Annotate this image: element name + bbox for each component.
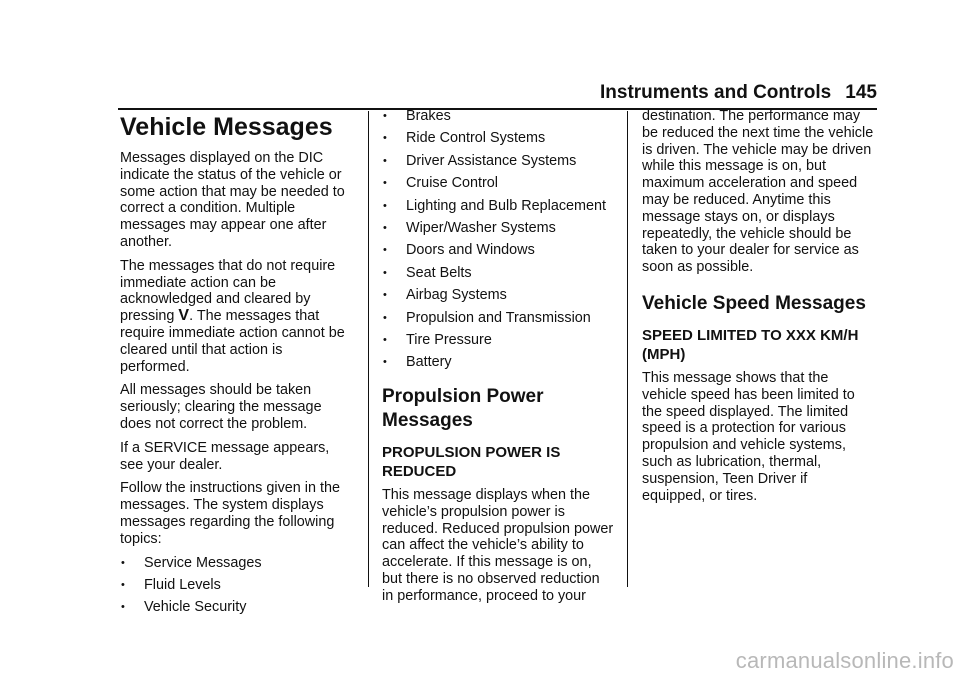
paragraph: If a SERVICE message appears, see your dealer. (120, 439, 330, 473)
paragraph: All messages should be taken seriously; clearing the message does not correct the problem. (120, 382, 322, 432)
section-title: Instruments and Controls (600, 82, 832, 103)
list-item: • Propulsion and Transmission (382, 310, 614, 327)
list-item: • Battery (382, 354, 614, 371)
list-item: • Cruise Control (382, 175, 614, 192)
paragraph (120, 258, 352, 376)
list-item: • Lighting and Bulb Replacement (382, 198, 614, 215)
paragraph: Follow the instructions given in the messages. The system displays messages regarding the following topics: (120, 480, 340, 547)
propulsion-power-heading: Propulsion Power Messages (382, 386, 544, 432)
checkmark-icon: V (178, 307, 190, 325)
list-item: • Tire Pressure (382, 332, 614, 349)
paragraph: This message shows that the vehicle speed has been limited to the speed displayed. The limited speed is a protection for various propulsion and vehicle systems, such as lubrication, thermal, suspension, Teen Driver if equipped, or tires. (642, 369, 855, 504)
paragraph: destination. The performance may be reduced the next time the vehicle is driven. The vehicle may be driven while this message is on, but maximum acceleration and speed may be reduced. Anytime this message stays on, or displays repeatedly, the vehicle should be taken to your dealer for service as soon as possible. (642, 108, 874, 276)
list-item: • Service Messages (120, 555, 352, 572)
page-header (600, 82, 877, 104)
column-3 (642, 108, 874, 511)
propulsion-reduced-subheading: PROPULSION POWER IS REDUCED (382, 444, 561, 481)
vehicle-messages-heading: Vehicle Messages (120, 113, 333, 141)
page-number: 145 (845, 82, 877, 103)
list-item: • Airbag Systems (382, 287, 614, 304)
text: The messages that do not require immediate action can be acknowledged and cleared by pressing (120, 257, 336, 325)
list-item: • Fluid Levels (120, 577, 352, 594)
speed-limited-subheading: SPEED LIMITED TO XXX KM/H (MPH) (642, 326, 859, 363)
topic-list (120, 555, 352, 617)
paragraph: This message displays when the vehicle’s propulsion power is reduced. Reduced propulsion power can affect the vehicle’s ability to accelerate. If this message is on, but there is no observed reduction in performance, proceed to your (382, 487, 614, 604)
paragraph: Messages displayed on the DIC indicate the status of the vehicle or some action that may be needed to correct a condition. Multiple messages may appear one after another. (120, 150, 345, 250)
list-item: • Ride Control Systems (382, 130, 614, 147)
text: . The messages that require immediate action cannot be cleared until that action is performed. (120, 308, 345, 375)
column-divider-2 (627, 111, 628, 587)
column-1 (120, 108, 352, 622)
list-item: • Vehicle Security (120, 599, 352, 616)
list-item: • Doors and Windows (382, 242, 614, 259)
watermark: carmanualsonline.info (735, 648, 954, 673)
topic-list (382, 108, 614, 371)
column-divider-1 (368, 111, 369, 587)
list-item: • Wiper/Washer Systems (382, 220, 614, 237)
list-item: • Driver Assistance Systems (382, 153, 614, 170)
list-item: • Seat Belts (382, 265, 614, 282)
column-2 (382, 108, 614, 612)
list-item: • Brakes (382, 108, 614, 125)
vehicle-speed-heading: Vehicle Speed Messages (642, 292, 866, 314)
